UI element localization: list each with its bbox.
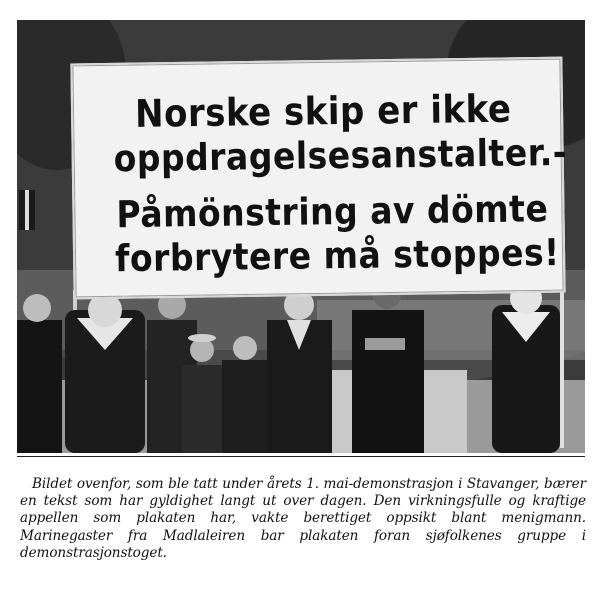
photo-divider: [17, 456, 585, 457]
banner-line-2: oppdragelsesanstalter.-: [113, 130, 568, 181]
protest-banner: [70, 57, 568, 300]
banner-line-4: forbrytere må stoppes!: [114, 230, 560, 281]
banner-pole-right: [560, 288, 564, 448]
banner-line-3: Påmönstring av dömte: [116, 186, 549, 237]
photo-caption: Bildet ovenfor, som ble tatt under årets 1. mai-demonstrasjon i Stavanger, bærer en tekst som har gyldighet langt ut over dagen. Den virkningsfulle og kraftige appellen som plakaten har, vakte berettiget oppsikt blant menigmann. Marinegaster fra Madlaleiren bar plakaten foran sjøfolkenes gruppe i demonstrasjonstoget.: [20, 475, 586, 562]
banner-line-1: Norske skip er ikke: [134, 86, 512, 137]
demonstration-photo: [17, 20, 585, 453]
